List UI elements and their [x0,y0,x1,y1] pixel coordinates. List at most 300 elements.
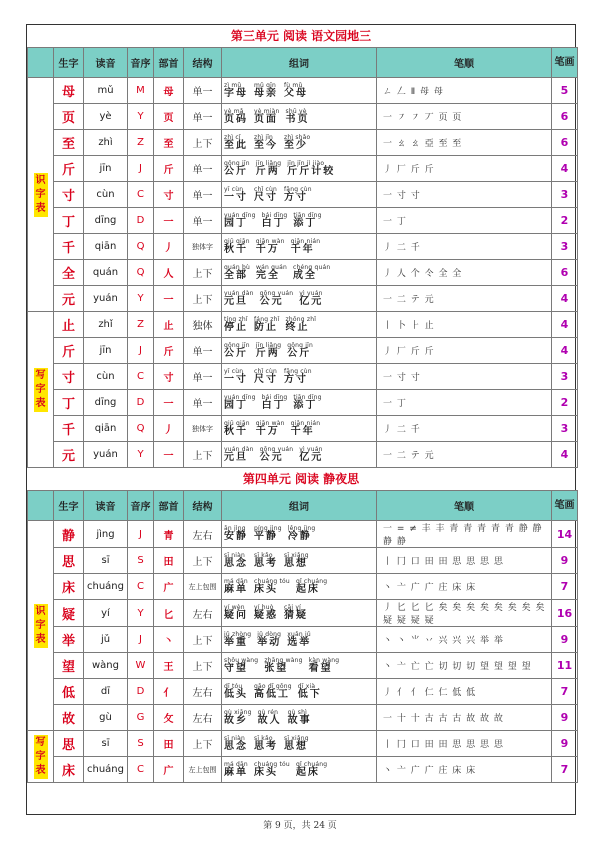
word-group [224,83,248,99]
header-char: 生字 [54,48,84,78]
word-hanzi: 选举 [287,636,312,648]
cell-pinyin: cùn [84,364,128,390]
cell-char: 望 [54,653,84,679]
cell-radical: 人 [154,260,184,286]
word-hanzi: 至少 [284,139,308,151]
cell-radical: 止 [154,312,184,338]
header-order: 音序 [128,48,154,78]
word-pinyin: dī tóu [224,682,243,690]
cell-pinyin: yè [84,104,128,130]
word-group [254,736,278,752]
word-pinyin: zhāng wàng [264,656,303,664]
word-pinyin: cāi yí [284,604,301,611]
word-hanzi: 元旦 [224,295,248,307]
word-pinyin: jǔ zhòng [224,630,252,638]
word-pinyin: chǐ cùn [254,185,277,193]
cell-structure: 独体 [184,312,222,338]
word-hanzi: 秋千 [224,243,248,255]
cell-strokes: 丿 二 千 [377,416,552,442]
word-pinyin: tíng zhǐ [224,315,248,323]
word-group [284,736,309,752]
cell-pinyin: dīng [84,208,128,234]
cell-order: Y [128,600,154,627]
cell-strokes: 丿 厂 斤 斤 [377,338,552,364]
cell-order: C [128,574,154,600]
cell-words [222,679,377,705]
word-pinyin: fāng cùn [284,185,312,193]
cell-radical: 广 [154,757,184,783]
word-pinyin: gōng jīn [224,341,250,349]
cell-pinyin: dī [84,679,128,705]
cell-pinyin: yí [84,600,128,627]
word-pinyin: zhì jīn [254,133,274,141]
cell-count: 4 [552,338,578,364]
word-hanzi: 一寸 [224,191,248,203]
cell-radical: 丿 [154,234,184,260]
table-row [28,364,578,390]
word-pinyin: tiān dīng [293,211,322,219]
table-row [28,156,578,182]
table-row [28,104,578,130]
cell-count: 7 [552,757,578,783]
cell-count: 9 [552,627,578,653]
table-header-row [28,48,578,78]
table-row [28,182,578,208]
word-pinyin: fáng zhǐ [254,315,280,323]
cell-radical: 母 [154,78,184,104]
word-pinyin: jǔ dòng [257,630,282,638]
cell-radical: 斤 [154,156,184,182]
cell-count: 7 [552,574,578,600]
word-group [224,447,254,463]
cell-pinyin: zhì [84,130,128,156]
table-row [28,757,578,783]
word-pinyin: yuán dàn [224,445,254,453]
word-group [254,684,292,700]
cell-strokes: 丿 人 个 仒 全 全 [377,260,552,286]
cell-pinyin: mǔ [84,78,128,104]
cell-char: 思 [54,731,84,757]
word-pinyin: yī cùn [224,185,244,193]
cell-radical: 一 [154,390,184,416]
cell-count: 6 [552,130,578,156]
cell-radical: 攵 [154,705,184,731]
cell-strokes: 丨 卜 ⺊ 止 [377,312,552,338]
cell-char: 元 [54,286,84,312]
word-hanzi: 思念 [224,740,248,752]
cell-words [222,286,377,312]
cell-strokes: 丿 厂 斤 斤 [377,156,552,182]
cell-strokes: 丨 冂 口 田 田 思 思 思 思 [377,548,552,574]
word-group [262,213,288,229]
word-pinyin: qiān wàn [255,237,285,245]
word-hanzi: 斤两 [255,347,280,359]
word-group [224,395,256,411]
table-row [28,653,578,679]
unit-table [27,47,578,468]
word-pinyin: jīn liǎng [255,159,282,167]
cell-count: 4 [552,156,578,182]
cell-order: Q [128,234,154,260]
word-hanzi: 方寸 [284,191,308,203]
table-row [28,78,578,104]
word-hanzi: 床头 [254,766,278,778]
cell-count: 16 [552,600,578,627]
word-group [254,135,278,151]
cell-count: 6 [552,260,578,286]
word-pinyin: sī niàn [224,551,246,559]
header-words: 组词 [222,491,377,521]
word-pinyin: má dān [224,577,248,585]
cell-radical: 匕 [154,600,184,627]
cell-words [222,390,377,416]
word-pinyin: chéng quán [293,263,331,271]
word-group [254,109,280,125]
cell-radical: 丶 [154,627,184,653]
cell-order: Y [128,286,154,312]
cell-words [222,78,377,104]
word-group [224,343,250,359]
cell-pinyin: jīn [84,156,128,182]
word-pinyin: zhōng zhǐ [285,315,317,323]
cell-order: Z [128,312,154,338]
word-group [254,579,290,595]
cell-structure: 左右 [184,521,222,548]
word-pinyin: xuǎn jǔ [287,630,311,638]
word-hanzi: 全部 [224,269,248,281]
word-pinyin: bái dīng [261,211,288,219]
section-label-cell [28,312,54,468]
cell-strokes: ㄥ 𠃋 Ⅱ 母 母 [377,78,552,104]
cell-words [222,364,377,390]
word-group [224,265,250,281]
word-hanzi: 园丁 [224,399,248,411]
table-row [28,705,578,731]
word-group [287,161,335,177]
word-group [224,579,248,595]
word-pinyin: má dān [224,760,248,768]
word-group [254,369,278,385]
word-group [254,187,278,203]
word-pinyin: qiān wàn [255,419,285,427]
word-hanzi: 床头 [254,583,278,595]
table-row [28,312,578,338]
word-group [284,135,310,151]
cell-count: 3 [552,364,578,390]
word-group [284,83,308,99]
word-hanzi: 秋千 [224,425,248,437]
word-pinyin: gù rén [257,708,279,716]
cell-pinyin: dīng [84,390,128,416]
cell-strokes: 丿 匕 匕 匕 矣 矣 矣 矣 矣 矣 矣 矣 疑 疑 疑 疑 [377,600,552,627]
word-hanzi: 方寸 [284,373,308,385]
word-pinyin: gōng yuán [259,445,294,453]
word-pinyin: fù mǔ [284,81,303,89]
cell-radical: 一 [154,442,184,468]
word-group [224,736,248,752]
cell-structure: 左右 [184,705,222,731]
word-pinyin: zì mǔ [224,81,242,89]
cell-strokes: 一 寸 寸 [377,182,552,208]
word-hanzi: 思考 [254,740,278,752]
cell-order: S [128,548,154,574]
cell-order: C [128,757,154,783]
cell-structure: 单一 [184,208,222,234]
table-row [28,260,578,286]
cell-strokes: 丶 亠 广 广 庄 床 床 [377,757,552,783]
cell-structure: 单一 [184,78,222,104]
cell-words [222,234,377,260]
cell-structure: 单一 [184,182,222,208]
header-radical: 部首 [154,491,184,521]
word-hanzi: 公斤 [224,347,248,359]
word-pinyin: kàn wàng [308,656,340,664]
word-hanzi: 停止 [224,321,248,333]
cell-order: Y [128,442,154,468]
cell-char: 床 [54,757,84,783]
cell-count: 2 [552,208,578,234]
word-group [284,187,312,203]
cell-words [222,653,377,679]
word-pinyin: shǒu wàng [224,656,259,664]
cell-pinyin: zhǐ [84,312,128,338]
word-hanzi: 疑惑 [254,610,278,621]
word-group [224,187,248,203]
cell-radical: 王 [154,653,184,679]
word-pinyin: qiū qiān [224,237,250,245]
word-hanzi: 疑问 [224,610,248,621]
word-group [224,239,250,255]
cell-pinyin: cùn [84,182,128,208]
cell-count: 9 [552,731,578,757]
word-hanzi: 添丁 [293,217,318,229]
word-hanzi: 千万 [255,243,280,255]
word-group [224,135,248,151]
word-hanzi: 低下 [297,688,322,700]
page-frame [26,24,576,815]
word-pinyin: gōng yuán [259,289,294,297]
word-hanzi: 看望 [308,662,333,674]
word-group [260,291,294,307]
word-group [260,447,294,463]
table-row [28,679,578,705]
cell-char: 丁 [54,208,84,234]
cell-count: 7 [552,679,578,705]
cell-structure: 上下 [184,627,222,653]
unit-table [27,490,578,783]
cell-strokes: 一 ㇇ ㇇ 丆 页 页 [377,104,552,130]
cell-char: 床 [54,574,84,600]
word-pinyin: qiū qiān [224,419,250,427]
word-pinyin: zhì shǎo [284,133,311,141]
cell-structure: 左上包围 [184,757,222,783]
cell-structure: 左上包围 [184,574,222,600]
cell-words [222,208,377,234]
cell-words [222,130,377,156]
word-hanzi: 故事 [287,714,312,726]
word-pinyin: yè miàn [254,107,280,115]
section-label-cell [28,731,54,783]
word-hanzi: 高低工 [254,688,290,700]
cell-structure: 单一 [184,390,222,416]
word-group [256,161,281,177]
cell-words [222,260,377,286]
word-pinyin: mǔ qīn [254,81,277,89]
word-pinyin: qiān nián [290,419,321,427]
word-pinyin: tiān dīng [293,393,322,401]
word-hanzi: 公斤 [287,347,312,359]
cell-order: S [128,731,154,757]
word-group [293,213,321,229]
cell-pinyin: sī [84,731,128,757]
cell-order: D [128,208,154,234]
cell-order: J [128,627,154,653]
cell-structure: 上下 [184,286,222,312]
word-hanzi: 元旦 [224,451,248,463]
word-hanzi: 完全 [256,269,281,281]
word-hanzi: 麻单 [224,766,248,778]
word-group [224,369,248,385]
section-label-cell [28,78,54,312]
cell-strokes: 丶 亠 亡 亡 切 切 切 望 望 望 望 [377,653,552,679]
word-hanzi: 页面 [254,113,278,125]
table-row [28,208,578,234]
word-group [284,553,309,569]
word-group [264,658,302,674]
word-hanzi: 麻单 [224,583,248,595]
header-structure: 结构 [184,491,222,521]
word-group [224,213,256,229]
cell-char: 举 [54,627,84,653]
header-strokes: 笔顺 [377,491,552,521]
cell-char: 千 [54,234,84,260]
cell-char: 全 [54,260,84,286]
cell-strokes: 一 二 テ 元 [377,442,552,468]
word-pinyin: sī kǎo [254,551,273,559]
cell-strokes: 丨 冂 口 田 田 思 思 思 思 [377,731,552,757]
word-group [293,395,321,411]
word-pinyin: gù shì [287,708,307,716]
word-pinyin: sī niàn [224,734,246,742]
word-pinyin: bái dīng [261,393,288,401]
word-group [288,526,316,542]
cell-char: 至 [54,130,84,156]
word-pinyin: yì yuán [299,445,323,453]
cell-structure: 独体字 [184,416,222,442]
word-pinyin: yuán dīng [224,393,256,401]
word-pinyin: chuáng tóu [254,577,290,585]
word-pinyin: gōng jīn [224,159,250,167]
cell-words [222,182,377,208]
cell-radical: 至 [154,130,184,156]
word-hanzi: 一寸 [224,373,248,385]
word-group [254,83,278,99]
header-count: 笔画 [552,48,578,78]
word-pinyin: yī cùn [224,367,244,375]
word-hanzi: 成全 [293,269,318,281]
word-hanzi: 书页 [285,113,310,125]
cell-pinyin: yuán [84,286,128,312]
cell-strokes: 一 十 十 古 古 古 故 故 故 [377,705,552,731]
table-row [28,574,578,600]
cell-order: C [128,364,154,390]
word-hanzi: 故人 [257,714,282,726]
cell-order: D [128,679,154,705]
cell-radical: 广 [154,574,184,600]
word-hanzi: 故乡 [224,714,248,726]
cell-words [222,156,377,182]
word-group [224,553,248,569]
word-hanzi: 冷静 [287,531,312,542]
table-row [28,416,578,442]
word-hanzi: 母亲 [254,87,278,99]
word-pinyin: dī xià [297,682,316,690]
cell-words [222,731,377,757]
cell-radical: 田 [154,731,184,757]
cell-count: 9 [552,705,578,731]
cell-char: 寸 [54,364,84,390]
cell-strokes: 丿 亻 亻 仁 仁 低 低 [377,679,552,705]
cell-order: Y [128,104,154,130]
word-group [256,343,281,359]
word-hanzi: 公元 [259,295,284,307]
table-row [28,548,578,574]
cell-count: 6 [552,104,578,130]
word-group [254,526,282,542]
word-group [254,553,278,569]
cell-structure: 单一 [184,364,222,390]
cell-words [222,705,377,731]
cell-strokes: 一 寸 寸 [377,364,552,390]
word-pinyin: yè mǎ [224,107,244,115]
word-hanzi: 亿元 [299,451,324,463]
word-group [299,447,323,463]
unit-title: 第三单元 阅读 语文园地三 [230,29,372,43]
header-pinyin: 读音 [84,491,128,521]
cell-order: D [128,390,154,416]
word-hanzi: 公斤 [224,165,248,177]
cell-pinyin: qiān [84,234,128,260]
table-row [28,234,578,260]
word-group [224,684,248,700]
section-label: 写字表 [34,368,48,412]
table-row [28,521,578,548]
word-pinyin: gù xiāng [224,708,252,716]
cell-pinyin: yuán [84,442,128,468]
section-label-cell [28,521,54,731]
cell-count: 9 [552,548,578,574]
cell-words [222,521,377,548]
header-char: 生字 [54,491,84,521]
word-hanzi: 尺寸 [254,373,278,385]
section-label: 识字表 [34,173,48,217]
word-group [224,658,258,674]
cell-structure: 上下 [184,731,222,757]
header-radical: 部首 [154,48,184,78]
word-group [258,710,282,726]
cell-radical: 寸 [154,182,184,208]
cell-strokes: 一 = ≠ 丰 丰 青 青 青 青 青 静 静 静 静 [377,521,552,548]
word-hanzi: 至今 [254,139,278,151]
cell-char: 故 [54,705,84,731]
cell-radical: 丿 [154,416,184,442]
word-pinyin: jīn jīn jì jiào [287,159,325,167]
cell-words [222,104,377,130]
cell-count: 3 [552,182,578,208]
header-count: 笔画 [552,491,578,521]
word-pinyin: shū yè [285,107,307,115]
word-pinyin: quán bù [224,263,251,271]
